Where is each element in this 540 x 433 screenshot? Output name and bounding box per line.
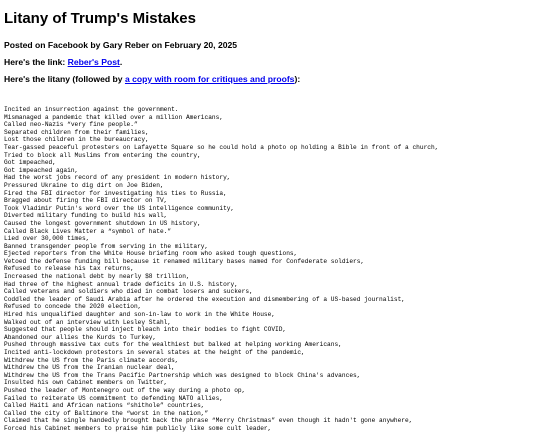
litany-item: Had the worst jobs record of any president in modern history, [4,174,231,182]
litany-item: Pushed through massive tax cuts for the wealthiest but balked at helping working Americans, [4,341,342,349]
litany-item: Separated children from their families, [4,128,149,136]
litany-item: Insulted his own Cabinet members on Twitter, [4,379,168,387]
litany-item: Incited anti-lockdown protestors in several states at the height of the pandemic, [4,349,305,356]
litany-item: Vetoed the defense funding bill because it renamed military bases named for Confederate soldiers, [4,257,365,265]
litany-item: Ejected reporters from the White House briefing room who asked tough questions, [4,250,298,258]
litany-item: Took Vladimir Putin's word over the US intelligence community, [4,204,235,212]
litany-item: Withdrew the US from the Trans Pacific Partnership which was designed to block China's advances, [4,371,361,379]
link-line [4,57,536,68]
litany-item: Coddled the leader of Saudi Arabia after he ordered the execution and dismembering of a US-based journalist, [4,295,406,303]
rebers-post-link[interactable]: Reber's Post [67,57,120,67]
litany-item: Mismanaged a pandemic that killed over a million Americans, [4,113,224,121]
litany-item: Withdrew the US from the Paris climate accords, [4,356,179,364]
litany-item: Tried to block all Muslims from entering the country, [4,151,201,159]
litany-item: Abandoned our allies the Kurds to Turkey, [4,333,157,341]
litany-item: Banned transgender people from serving in the military, [4,242,209,250]
litany-item: Diverted military funding to build his wall, [4,212,168,220]
litany-item: Forced his Cabinet members to praise him publicly like some cult leader, [4,424,272,432]
litany-item: Fired the FBI director for investigating his ties to Russia, [4,189,227,197]
litany-item: Hired his unqualified daughter and son-in-law to work in the White House, [4,311,276,319]
litany-item: Bragged about firing the FBI director on TV, [4,197,168,205]
litany-item: Lied over 30,000 times, [4,235,90,243]
litany-item: Refused to concede the 2020 election, [4,303,142,311]
link-line-prefix: Here's the link: [4,57,68,67]
page-title: Litany of Trump's Mistakes [4,10,196,27]
litany-intro-suffix: ): [294,74,301,84]
litany-item: Pushed the leader of Montenegro out of the way during a photo op, [4,386,246,394]
posted-line: Posted on Facebook by Gary Reber on February 20, 2025 [4,40,238,50]
litany-item: Lost those children in the bureaucracy, [4,136,149,144]
litany-item: Called veterans and soldiers who died in combat losers and suckers, [4,288,253,296]
litany-item: Tear-gassed peaceful protesters on Lafayette Square so he could hold a photo op holding a Bible in front of a church, [4,143,439,151]
litany-item: Walked out of an interview with Lesley Stahl, [4,318,172,326]
link-line-suffix: . [119,57,123,67]
litany-list [4,106,536,433]
document-page [0,10,540,432]
litany-item: Called the city of Baltimore the “worst in the nation,” [4,409,209,417]
litany-item: Called Black Lives Matter a “symbol of hate.” [4,227,172,235]
litany-item: Increased the national debt by nearly $8 trillion, [4,273,190,281]
litany-item: Withdrew the US from the Iranian nuclear deal, [4,364,175,372]
litany-item: Pressured Ukraine to dig dirt on Joe Biden, [4,181,164,189]
litany-item: Had three of the highest annual trade deficits in U.S. history, [4,280,238,288]
critiques-copy-link[interactable]: a copy with room for critiques and proofs [124,74,295,84]
litany-item: Got impeached again, [4,166,79,174]
litany-item: Claimed that he single handedly brought back the phrase “Merry Christmas” even though it hadn't gone anywhere, [4,417,413,425]
litany-item: Failed to reiterate US commitment to defending NATO allies, [4,394,224,402]
litany-item: Caused the longest government shutdown in US history, [4,219,201,227]
litany-item: Suggested that people should inject bleach into their bodies to fight COVID, [4,326,287,334]
litany-intro-prefix: Here's the litany (followed by [4,74,125,84]
litany-item: Incited an insurrection against the government. [4,106,179,113]
litany-intro-line [4,74,536,85]
litany-item: Called Haiti and African nations “shithole” countries, [4,402,205,410]
litany-item: Called neo-Nazis “very fine people.” [4,121,138,129]
litany-item: Got impeached, [4,159,56,167]
litany-item: Refused to release his tax returns, [4,265,134,273]
